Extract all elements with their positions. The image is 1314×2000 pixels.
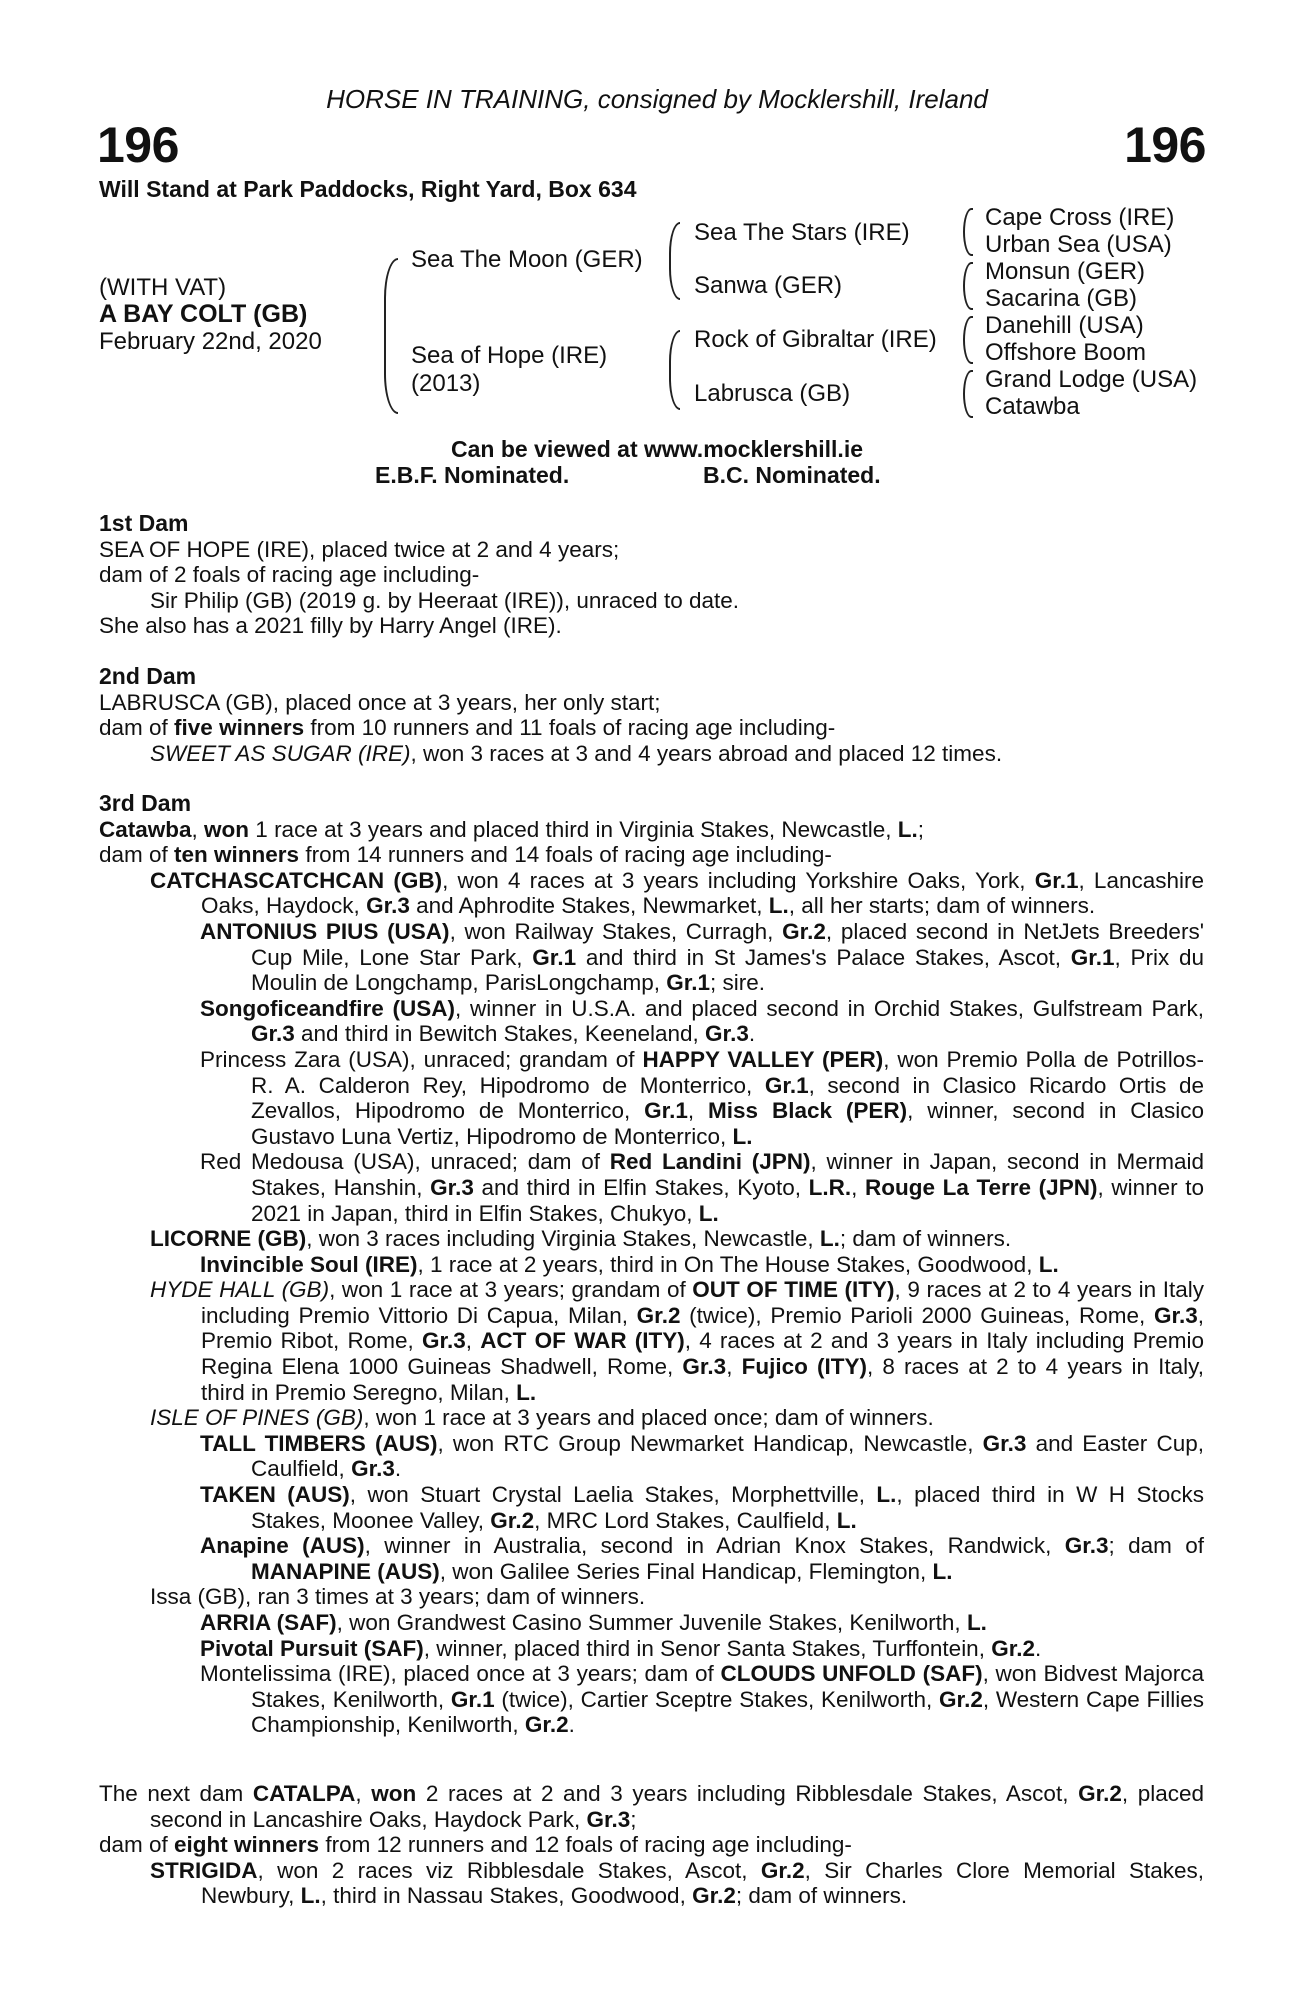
next-dam-line (99, 1832, 1204, 1858)
vat-note: (WITH VAT) (99, 274, 227, 301)
text-bold: Gr.3 (1153, 1302, 1198, 1328)
text-bold: HAPPY VALLEY (PER) (642, 1046, 884, 1072)
text: ; sire. (710, 970, 766, 996)
g4-5: Danehill (USA) (985, 312, 1144, 339)
text-bold: CATALPA (252, 1781, 356, 1806)
text: and third in Bewitch Stakes, Keeneland, (294, 1021, 706, 1047)
produce-entry (99, 1149, 1204, 1226)
text: , Lancashire Oaks, Haydock, (201, 867, 1204, 919)
text-bold: Gr.1 (644, 1098, 688, 1124)
text-bold: TALL TIMBERS (AUS) (200, 1430, 438, 1456)
text: , winner in U.S.A. and placed second in Orchid Stakes, Gulfstream Park, (455, 995, 1204, 1021)
produce-entry (99, 1610, 1204, 1636)
text: . (568, 1712, 575, 1738)
text-bold: STRIGIDA (150, 1857, 258, 1883)
text: , (355, 1781, 372, 1806)
text: , winner, second in Clasico Gustavo Luna Vertiz, Hipodromo de Monterrico, (251, 1098, 1204, 1149)
text-bold: Gr.1 (1034, 867, 1079, 893)
produce-entry (99, 1584, 1204, 1610)
text-bold: L. (897, 816, 918, 842)
g4-4: Sacarina (GB) (985, 285, 1138, 312)
text: , won RTC Group Newmarket Handicap, Newcastle, (437, 1430, 983, 1456)
produce-entry (99, 1533, 1204, 1584)
text-bold: Miss Black (PER) (708, 1098, 908, 1124)
text-bold: Songoficeandfire (USA) (200, 995, 456, 1021)
text: , (465, 1328, 481, 1354)
text: ; dam of (1108, 1533, 1205, 1559)
text-bold: Gr.2 (991, 1635, 1035, 1661)
text-bold: ANTONIUS PIUS (USA) (200, 918, 450, 944)
text: , won Galilee Series Final Handicap, Flemington, (439, 1558, 933, 1584)
stand-location: Will Stand at Park Paddocks, Right Yard, Box 634 (99, 176, 637, 202)
text-bold: Gr.3 (705, 1021, 749, 1047)
text-bold: Gr.2 (760, 1857, 805, 1883)
dam-brace (669, 330, 680, 410)
text: , won Grandwest Casino Summer Juvenile Stakes, Kenilworth, (336, 1610, 967, 1635)
text: , won 3 races at 3 and 4 years abroad and placed 12 times. (410, 740, 1003, 766)
text: Issa (GB), ran 3 times at 3 years; dam of winners. (150, 1584, 646, 1610)
text: , Premio Ribot, Rome, (201, 1302, 1204, 1354)
text-bold: L. (1038, 1251, 1059, 1277)
text: (twice), Cartier Sceptre Stakes, Kenilworth, (494, 1686, 940, 1712)
g4-3: Monsun (GER) (985, 258, 1146, 285)
first-dam-line: SEA OF HOPE (IRE), placed twice at 2 and 4 years; (99, 536, 620, 562)
text-bold: L. (966, 1610, 987, 1635)
text: and Aphrodite Stakes, Newmarket, (409, 893, 769, 919)
g4-brace-1 (963, 208, 973, 256)
text-bold: Gr.3 (1064, 1533, 1109, 1559)
text: , won 4 races at 3 years including Yorkshire Oaks, York, (442, 867, 1035, 893)
text: , won 3 races including Virginia Stakes, Newcastle, (306, 1226, 820, 1252)
text: 1 race at 3 years and placed third in Virginia Stakes, Newcastle, (249, 816, 898, 842)
sire-brace (669, 222, 680, 300)
produce-entry (99, 1482, 1204, 1533)
text: , won Bidvest Majorca Stakes, Kenilworth, (251, 1661, 1204, 1712)
text: , (726, 1354, 742, 1380)
text: , MRC Lord Stakes, Caulfield, (534, 1507, 837, 1533)
third-dam-section (99, 791, 1204, 1738)
text: dam of (99, 715, 175, 741)
text-bold: Catawba (99, 816, 192, 842)
text: , won 1 race at 3 years; grandam of (329, 1277, 693, 1303)
text: , 9 races at 2 to 4 years in Italy including Premio Vittorio Di Capua, Milan, (201, 1277, 1204, 1328)
text: and third in St James's Palace Stakes, Ascot, (576, 944, 1071, 970)
text-bold: Gr.3 (351, 1456, 395, 1482)
produce-entry (99, 1858, 1204, 1909)
text: , second in Clasico Ricardo Ortis de Zevallos, Hipodromo de Monterrico, (251, 1072, 1204, 1124)
produce-entry (99, 868, 1204, 919)
text: , placed second in Lancashire Oaks, Haydock Park, (150, 1781, 1204, 1832)
text: from 10 runners and 11 foals of racing age including- (304, 715, 836, 741)
g4-brace-4 (963, 370, 973, 418)
dam: Sea of Hope (IRE) (411, 342, 608, 369)
first-dam-foal: Sir Philip (GB) (2019 g. by Heeraat (IRE)), unraced to date. (150, 587, 740, 613)
g4-brace-3 (963, 316, 973, 364)
produce-entry (99, 1661, 1204, 1738)
main-brace (384, 258, 398, 414)
produce-entry (99, 1047, 1204, 1149)
g4-brace-2 (963, 262, 973, 310)
text: , won Premio Polla de Potrillos-R. A. Calderon Rey, Hipodromo de Monterrico, (251, 1046, 1204, 1098)
text-bold: L. (698, 1200, 719, 1226)
text-bold: Gr.1 (1070, 944, 1115, 970)
text-bold: Gr.2 (636, 1302, 681, 1328)
text-bold: L. (876, 1482, 897, 1508)
text: . (1034, 1635, 1042, 1661)
produce-entry (99, 1252, 1204, 1278)
text: dam of (99, 842, 175, 868)
text-bold: Gr.1 (450, 1686, 495, 1712)
text: Red Medousa (USA), unraced; dam of (200, 1149, 610, 1175)
text-bold: Anapine (AUS) (200, 1533, 365, 1559)
next-dam-line (99, 1781, 1204, 1832)
produce-entry (99, 996, 1204, 1047)
text: and third in Elfin Stakes, Kyoto, (473, 1174, 809, 1200)
g4-1: Cape Cross (IRE) (985, 204, 1175, 231)
text: and Easter Cup, Caulfield, (251, 1430, 1204, 1482)
text: ; (917, 816, 924, 842)
text: dam of (99, 1832, 175, 1858)
text: ; (630, 1806, 637, 1832)
text-bold: Gr.3 (366, 893, 410, 919)
consignment-line: HORSE IN TRAINING, consigned by Mocklershill, Ireland (326, 84, 988, 114)
text-bold: Gr.1 (764, 1072, 809, 1098)
text: ; dam of winners. (839, 1226, 1012, 1252)
text: ; dam of winners. (735, 1883, 908, 1909)
text-italic: HYDE HALL (GB) (150, 1277, 330, 1303)
sire: Sea The Moon (GER) (411, 246, 643, 273)
text: Montelissima (IRE), placed once at 3 years; dam of (200, 1661, 721, 1687)
text-bold: ARRIA (SAF) (200, 1610, 337, 1635)
text-bold: Gr.3 (586, 1806, 631, 1832)
text: 2 races at 2 and 3 years including Ribblesdale Stakes, Ascot, (416, 1781, 1079, 1806)
text-bold: Pivotal Pursuit (SAF) (200, 1635, 424, 1661)
produce-entry (99, 1226, 1204, 1252)
text-bold: ten winners (174, 842, 300, 868)
text-bold: Gr.3 (421, 1328, 466, 1354)
text-bold: Gr.3 (430, 1174, 474, 1200)
text: , winner, placed third in Senor Santa Stakes, Turffontein, (423, 1635, 992, 1661)
lot-number-right: 196 (1124, 117, 1206, 173)
sire-sire: Sea The Stars (IRE) (694, 219, 910, 246)
text-bold: five winners (174, 715, 305, 741)
text: , won Stuart Crystal Laelia Stakes, Morphettville, (349, 1482, 877, 1508)
g4-7: Grand Lodge (USA) (985, 366, 1198, 393)
text: , (687, 1098, 709, 1124)
text-bold: CLOUDS UNFOLD (SAF) (720, 1661, 983, 1687)
text-bold: Gr.2 (692, 1883, 736, 1909)
text: , placed second in NetJets Breeders' Cup Mile, Lone Star Park, (251, 918, 1204, 970)
text-bold: Gr.1 (532, 944, 577, 970)
text: , 8 races at 2 to 4 years in Italy, third in Premio Seregno, Milan, (201, 1354, 1204, 1405)
lot-number-left: 196 (97, 117, 179, 173)
produce-entry (99, 1277, 1204, 1405)
second-dam-heading: 2nd Dam (99, 663, 197, 689)
bc-note: B.C. Nominated. (703, 462, 881, 488)
ebf-note: E.B.F. Nominated. (375, 462, 570, 488)
text-bold: L.R. (808, 1174, 852, 1200)
text: . (394, 1456, 402, 1482)
text: Princess Zara (USA), unraced; grandam of (200, 1046, 643, 1072)
text: SWEET AS SUGAR (IRE) (150, 740, 411, 766)
text-bold: Gr.3 (682, 1354, 727, 1380)
text-bold: Invincible Soul (IRE) (200, 1251, 418, 1277)
second-dam-line: LABRUSCA (GB), placed once at 3 years, her only start; (99, 689, 661, 715)
text: , third in Nassau Stakes, Goodwood, (320, 1883, 693, 1909)
text-bold: L. (819, 1226, 840, 1252)
third-dam-line (99, 817, 1204, 843)
text-bold: LICORNE (GB) (150, 1226, 307, 1252)
text-bold: Gr.2 (1078, 1781, 1122, 1806)
foaling-date: February 22nd, 2020 (99, 328, 322, 355)
text: , 4 races at 2 and 3 years in Italy including Premio Regina Elena 1000 Guineas Shadwell, Rome, (201, 1328, 1204, 1380)
text-bold: Gr.2 (782, 918, 826, 944)
g4-2: Urban Sea (USA) (985, 231, 1172, 258)
second-dam-section (99, 664, 1204, 766)
text-bold: L. (768, 893, 789, 919)
dam-year: (2013) (411, 370, 481, 397)
horse-name: A BAY COLT (GB) (99, 300, 308, 328)
text: . (748, 1021, 756, 1047)
text-bold: L. (836, 1507, 857, 1533)
text-bold: L. (516, 1379, 537, 1405)
text: from 12 runners and 12 foals of racing age including- (319, 1832, 852, 1858)
first-dam-heading: 1st Dam (99, 510, 189, 536)
second-dam-produce (99, 741, 1204, 767)
sire-dam: Sanwa (GER) (694, 272, 843, 299)
produce-entry (99, 919, 1204, 996)
text: , (191, 816, 205, 842)
text: , Western Cape Fillies Championship, Kenilworth, (251, 1686, 1204, 1738)
text: , won 2 races viz Ribblesdale Stakes, Ascot, (257, 1857, 761, 1883)
text-bold: won (204, 816, 250, 842)
text-bold: Gr.2 (524, 1712, 569, 1738)
text-bold: L. (932, 1558, 953, 1584)
text-italic: ISLE OF PINES (GB) (150, 1405, 364, 1431)
view-note: Can be viewed at www.mocklershill.ie (450, 436, 863, 462)
first-dam-section (99, 511, 1204, 639)
text: from 14 runners and 14 foals of racing age including- (299, 842, 832, 868)
text: , placed third in W H Stocks Stakes, Moonee Valley, (251, 1482, 1204, 1533)
text-bold: won (371, 1781, 417, 1806)
text-bold: OUT OF TIME (ITY) (692, 1277, 895, 1303)
text-bold: Rouge La Terre (JPN) (864, 1174, 1098, 1200)
text-bold: Gr.2 (939, 1686, 983, 1712)
text: , all her starts; dam of winners. (788, 893, 1096, 919)
text: , (851, 1174, 865, 1200)
text: , won Railway Stakes, Curragh, (449, 918, 783, 944)
text-bold: Gr.3 (982, 1430, 1027, 1456)
text-bold: TAKEN (AUS) (200, 1482, 350, 1508)
text: , winner in Australia, second in Adrian Knox Stakes, Randwick, (364, 1533, 1065, 1559)
g4-8: Catawba (985, 393, 1080, 420)
text: , winner in Japan, second in Mermaid Stakes, Hanshin, (251, 1149, 1204, 1200)
text-bold: L. (300, 1883, 321, 1909)
text-bold: Gr.2 (490, 1507, 535, 1533)
text: , 1 race at 2 years, third in On The House Stakes, Goodwood, (417, 1251, 1039, 1277)
text-bold: Gr.1 (666, 970, 711, 996)
text: , winner to 2021 in Japan, third in Elfin Stakes, Chukyo, (251, 1174, 1204, 1226)
produce-entry (99, 1431, 1204, 1482)
text: The next dam (99, 1781, 253, 1806)
text-bold: eight winners (174, 1832, 320, 1858)
g4-6: Offshore Boom (985, 339, 1146, 366)
first-dam-line: dam of 2 foals of racing age including- (99, 562, 480, 588)
text-bold: ACT OF WAR (ITY) (480, 1328, 685, 1354)
text: , Prix du Moulin de Longchamp, ParisLongchamp, (251, 944, 1204, 996)
third-dam-line (99, 842, 1204, 868)
text: , won 1 race at 3 years and placed once; dam of winners. (363, 1405, 934, 1431)
text-bold: L. (732, 1123, 753, 1149)
dam-sire: Rock of Gibraltar (IRE) (694, 326, 937, 353)
text-bold: MANAPINE (AUS) (251, 1558, 440, 1584)
first-dam-line: She also has a 2021 filly by Harry Angel (IRE). (99, 613, 562, 639)
text: , Sir Charles Clore Memorial Stakes, Newbury, (201, 1857, 1204, 1909)
text: (twice), Premio Parioli 2000 Guineas, Rome, (680, 1302, 1154, 1328)
next-dam-section (99, 1781, 1204, 1909)
produce-entry (99, 1405, 1204, 1431)
text-bold: Fujico (ITY) (741, 1354, 867, 1380)
text-bold: CATCHASCATCHCAN (GB) (150, 867, 443, 893)
third-dam-heading: 3rd Dam (99, 790, 192, 816)
second-dam-line (99, 715, 1204, 741)
text-bold: Gr.3 (251, 1021, 295, 1047)
dam-dam: Labrusca (GB) (694, 380, 851, 407)
produce-entry (99, 1636, 1204, 1662)
text-bold: Red Landini (JPN) (609, 1149, 811, 1175)
